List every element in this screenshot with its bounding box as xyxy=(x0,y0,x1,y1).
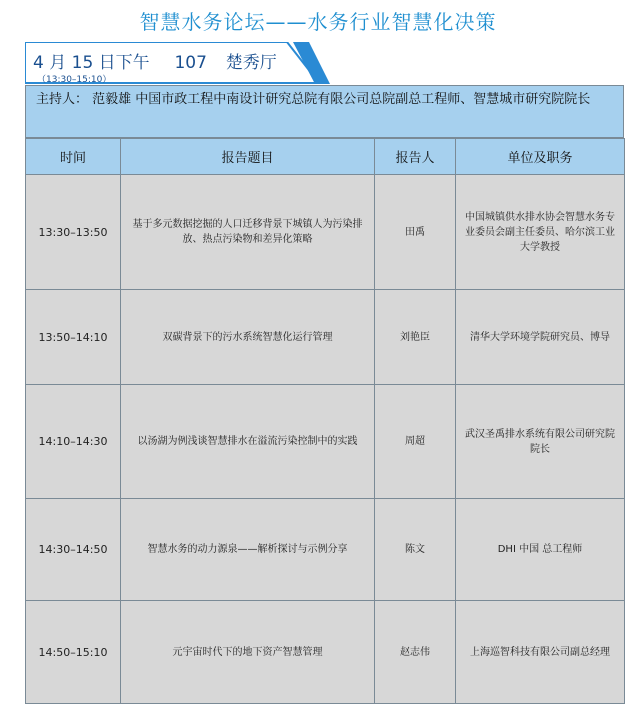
speaker-cell: 刘艳臣 xyxy=(375,290,456,385)
header-organization: 单位及职务 xyxy=(456,139,625,175)
topic-cell: 以汤湖为例浅谈智慧排水在溢流污染控制中的实践 xyxy=(121,385,375,499)
organization-cell: 上海巡智科技有限公司副总经理 xyxy=(456,601,625,704)
header-speaker: 报告人 xyxy=(375,139,456,175)
speaker-cell: 陈文 xyxy=(375,499,456,601)
organization-cell: 中国城镇供水排水协会智慧水务专业委员会副主任委员、哈尔滨工业大学教授 xyxy=(456,175,625,290)
session-room: 楚秀厅 xyxy=(225,53,277,73)
topic-cell: 智慧水务的动力源泉——解析探讨与示例分享 xyxy=(121,499,375,601)
table-header-row xyxy=(26,139,625,175)
session-date: 4 月 15 日下午 xyxy=(33,53,150,73)
session-room-number: 107 xyxy=(174,53,207,73)
time-cell: 14:50–15:10 xyxy=(26,601,121,704)
topic-cell: 基于多元数据挖掘的人口迁移背景下城镇人为污染排放、热点污染物和差异化策略 xyxy=(121,175,375,290)
organization-cell: 武汉圣禹排水系统有限公司研究院院长 xyxy=(456,385,625,499)
table-row xyxy=(26,601,625,704)
table-row xyxy=(26,385,625,499)
session-time-range: （13:30–15:10） xyxy=(37,75,112,85)
speaker-cell: 田禹 xyxy=(375,175,456,290)
table-row xyxy=(26,175,625,290)
table-row xyxy=(26,290,625,385)
header-topic: 报告题目 xyxy=(121,139,375,175)
organization-cell: 清华大学环境学院研究员、博导 xyxy=(456,290,625,385)
time-cell: 13:50–14:10 xyxy=(26,290,121,385)
topic-cell: 双碳背景下的污水系统智慧化运行管理 xyxy=(121,290,375,385)
schedule-table xyxy=(25,138,625,704)
header-time: 时间 xyxy=(26,139,121,175)
speaker-cell: 周超 xyxy=(375,385,456,499)
page-title: 智慧水务论坛——水务行业智慧化决策 xyxy=(139,10,497,34)
topic-cell: 元宇宙时代下的地下资产智慧管理 xyxy=(121,601,375,704)
organization-cell: DHI 中国 总工程师 xyxy=(456,499,625,601)
session-heading xyxy=(33,48,277,73)
time-cell: 14:30–14:50 xyxy=(26,499,121,601)
table-row xyxy=(26,499,625,601)
session-tab xyxy=(25,42,330,84)
time-cell: 13:30–13:50 xyxy=(26,175,121,290)
time-cell: 14:10–14:30 xyxy=(26,385,121,499)
host-info: 主持人： 范毅雄 中国市政工程中南设计研究总院有限公司总院副总工程师、智慧城市研究院院长 xyxy=(25,85,624,138)
speaker-cell: 赵志伟 xyxy=(375,601,456,704)
